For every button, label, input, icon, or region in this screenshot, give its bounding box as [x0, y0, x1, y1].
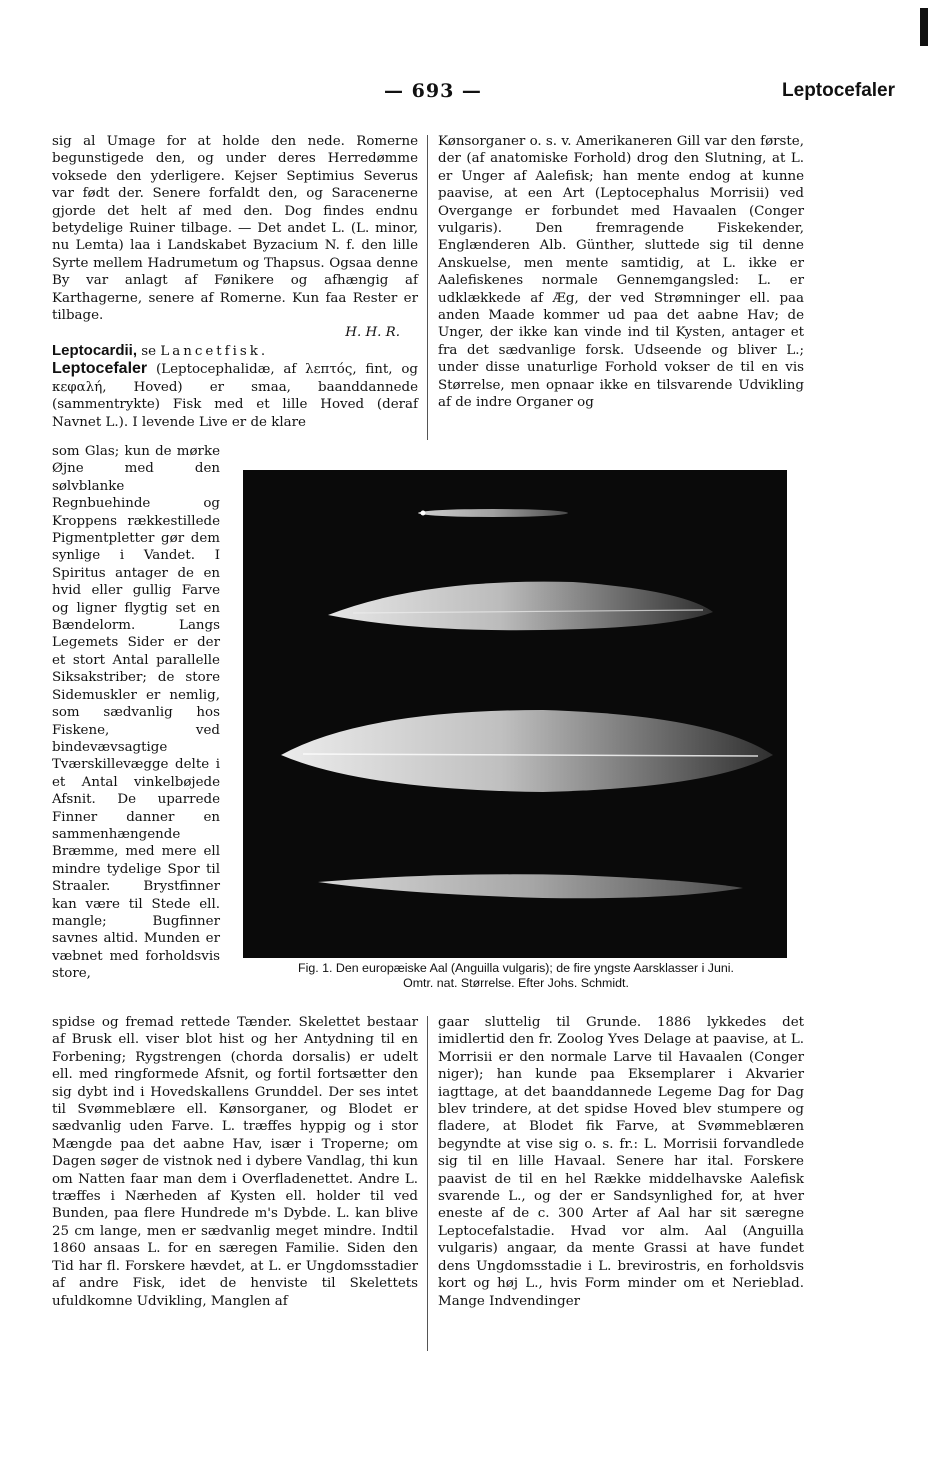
entry-leptocardii: [52, 342, 418, 360]
author-signature: H. H. R.: [345, 325, 400, 341]
larva-third: [281, 710, 773, 792]
right-column-top: Kønsorganer o. s. v. Amerikaneren Gill var den første, der (af anatomiske Forhold) drog den Slutning, at L. er Unger af Aalefisk; han mente endog at kunne paavise, at een Art (Leptocephalus Morrisii) ved Overgange er forbundet med Havaalen (Conger vulgaris). Den fremragende Fiskekender, Englænderen Alb. Günther, sluttede sig til denne Anskuelse, men mente samtidig, at L. ikke er Aalefiskenes normale Gennemgangsled: L. er udklækkede af Æg, der ved Strømninger ell. paa anden Maade kommer ud paa det aabne Hav; de Unger, der ikke kan vinde ind til Kysten, antager et fra det sædvanlige forsk. Udseende og bliver L.; under disse unaturlige Forhold vokser de til en vis Størrelse, men opnaar ikke en tilsvarende Udvikling af de indre Organer og: [438, 134, 804, 411]
left-column-top: [52, 133, 418, 431]
left-column-narrow: som Glas; kun de mørke Øjne med den sølvblanke Regnbuehinde og Kroppens rækkestillede Pigmentpletter gør dem synlige i Vandet. I Spiritus antager de en hvid eller gullig Farve og ligner flygtig set en Bændelorm. Langs Legemets Sider er der et stort Antal parallelle Siksakstriber; de store Sidemuskler er nemlig, som sædvanlig hos Fiskene, ved bindevævsagtige Tværskillevægge delte i et Antal vinkelbøjede Afsnit. De uparrede Finner danner en sammenhængende Bræmme, med mere ell mindre tydelige Spor til Straaler. Brystfinner kan være til Stede ell. mangle; Bugfinner savnes altid. Munden er væbnet med forholdsvis store,: [52, 444, 220, 982]
larva-smallest: [418, 509, 568, 517]
column-rule-top: [427, 135, 428, 440]
caption-line-1: Fig. 1. Den europæiske Aal (Anguilla vulgaris); de fire yngste Aarsklasser i Juni.: [298, 961, 734, 975]
larva-fourth: [318, 874, 743, 898]
running-head: Leptocefaler: [782, 80, 895, 101]
column-rule-bottom: [427, 1016, 428, 1351]
entry-leptocefaler: [52, 360, 418, 431]
paragraph-lybia-end: sig al Umage for at holde den nede. Romerne begunstigede den, og under deres Herredømme voksede den yderligere. Kejser Septimius Severus var født der. Senere forfaldt den, og Saracenerne gjorde det helt af med den. Dog findes endnu betydelige Ruiner tilbage. — Det andet L. (L. minor, nu Lemta) laa i Landskabet Byzacium N. f. den lille Syrte mellem Hadrumetum og Thapsus. Ogsaa denne By var anlagt af Fønikere og afhængig af Karthagerne, senere af Romerne. Kun faa Rester er tilbage.: [52, 134, 418, 324]
caption-line-2: Omtr. nat. Størrelse. Efter Johs. Schmidt.: [403, 976, 629, 990]
figure-eel-larvae-photo: [243, 470, 787, 958]
cross-reference: Lancetfisk.: [160, 343, 269, 359]
left-column-bottom: spidse og fremad rettede Tænder. Skelettet bestaar af Brusk ell. viser blot hist og her Antydning til en Forbening; Rygstrengen (chorda dorsalis) er udelt ell. med ringformede Afsnit, og fortil fortsætter den sig dybt ind i Hovedskallens Grunddel. Der ses intet til Svømmeblære ell. Kønsorganer, og Blodet er sædvanlig uden Farve. L. træffes hyppig og i stor Mængde paa det aabne Hav, især i Troperne; om Dagen søger de vistnok ned i dybere Vandlag, thi kun om Natten faar man dem i Overfladenettet. Andre L. træffes i Nærheden af Kysten ell. holder til ved Bunden, paa flere Hundrede m's Dybde. L. kan blive 25 cm lange, men er sædvanlig meget mindre. Indtil 1860 ansaas L. for en særegen Familie. Siden den Tid har fl. Forskere hævdet, at L. er Ungdomsstadier af andre Fisk, idet de henviste til Skelettets ufuldkomne Udvikling, Manglen af: [52, 1015, 418, 1309]
right-column-bottom: gaar sluttelig til Grunde. 1886 lykkedes det imidlertid den fr. Zoolog Yves Delage at paavise, at L. Morrisii er den normale Larve til Havaalen (Conger niger); han kunde paa Eksemplarer i Akvarier iagttage, at det baanddannede Legeme Dag for Dag blev trindere, at det spidse Hoved blev stumpere og fladere, at Blodet fik Farve, at Svømmeblæren begyndte at vise sig o. s. fr.: L. Morrisii forvandlede sig til en lille Havaal. Senere har ital. Forskere paavist de til en hel Række middelhavske Aalefisk svarende L., og der er Sandsynlighed for, at hver eneste af de c. 300 Arter af Aal har sit særegne Leptocefalstadie. Hvad vor alm. Aal (Anguilla vulgaris) angaar, da mente Grassi at have fundet dens Ungdomsstadie i L. brevirostris, en forholdsvis kort og høj L., hvis Form minder om et Nerieblad. Mange Indvendinger: [438, 1015, 804, 1309]
see-word: se: [141, 343, 157, 359]
figure-caption: [243, 961, 789, 991]
larvae-illustration: [243, 470, 787, 958]
page-edge-mark: [920, 8, 928, 46]
larva-smallest-eye: [421, 511, 426, 516]
entry-intro-text: (Leptocephalidæ, af λεπτός, fint, og κεφαλή, Hoved) er smaa, baanddannede (sammentrykte) Fisk med et lille Hoved (deraf Navnet L.). I levende Live er de klare: [52, 362, 418, 430]
larva-second: [328, 582, 713, 631]
page-number: — 693 —: [384, 80, 482, 102]
entry-headword-main: Leptocefaler: [52, 360, 148, 378]
entry-headword: Leptocardii,: [52, 341, 138, 359]
